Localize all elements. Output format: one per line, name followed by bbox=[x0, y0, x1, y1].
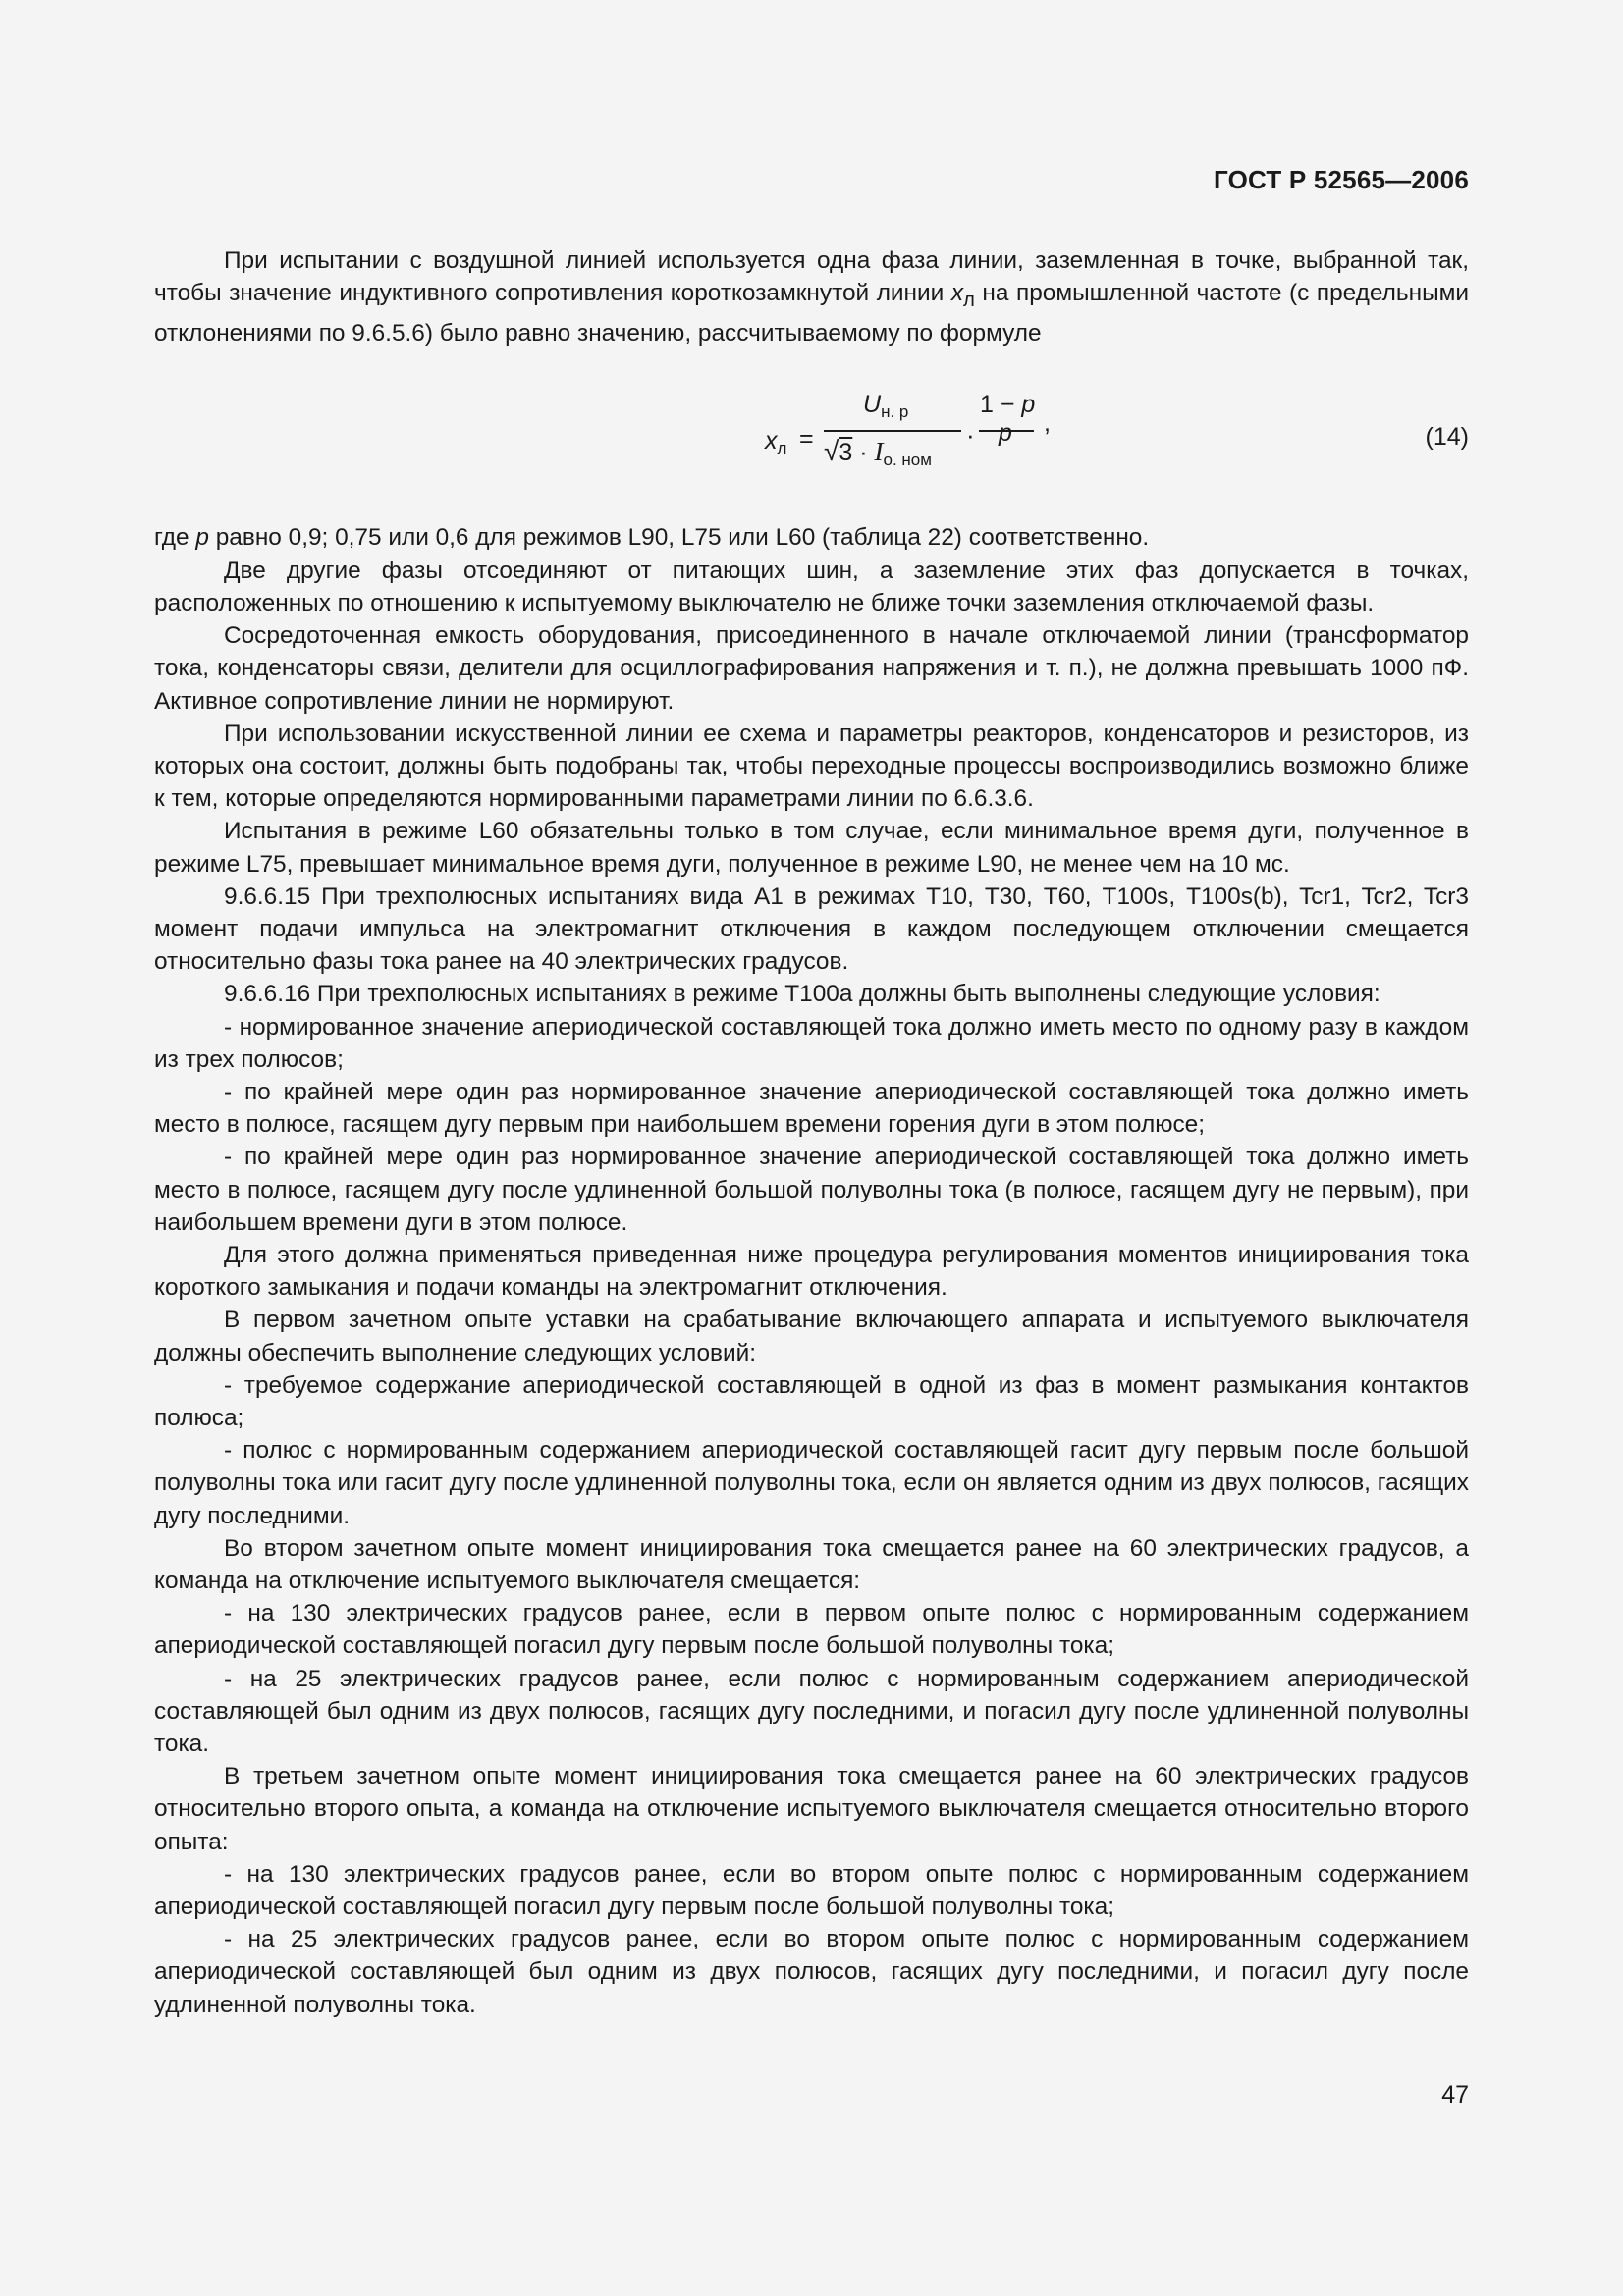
document-body bbox=[154, 244, 1469, 2021]
paragraph: Сосредоточенная емкость оборудования, присоединенного в начале отключаемой линии (трансформатор тока, конденсаторы связи, делители для осциллографирования напряжения и т. п.), не должна превышать 1000 пФ. Активное сопротивление линии не нормируют. bbox=[154, 622, 1469, 715]
list-item: - нормированное значение апериодической составляющей тока должно иметь место по одному разу в каждом из трех полюсов; bbox=[154, 1013, 1469, 1073]
paragraph: В первом зачетном опыте уставки на срабатывание включающего аппарата и испытуемого выключателя должны обеспечить выполнение следующих условий: bbox=[154, 1307, 1469, 1366]
intro-text-after: на промышленной частоте (с предельными отклонениями по 9.6.5.6) было равно значению, рассчитываемому по формуле bbox=[154, 280, 1470, 347]
paragraph: Во втором зачетном опыте момент инициирования тока смещается ранее на 60 электрических градусов, а команда на отключение испытуемого выключателя смещается: bbox=[154, 1534, 1469, 1594]
paragraph: Испытания в режиме L60 обязательны только в том случае, если минимальное время дуги, полученное в режиме L75, превышает минимальное время дуги, полученное в режиме L90, не менее чем на 10 мс. bbox=[154, 818, 1469, 878]
paragraph: 9.6.6.15 При трехполюсных испытаниях вида А1 в режимах Т10, Т30, Т60, Т100s, Т100s(b), Tcr1, Tcr2, Tcr3 момент подачи импульса на электромагнит отключения в каждом последующем отключении смещается относительно фазы тока ранее на 40 электрических градусов. bbox=[154, 882, 1469, 976]
list-item: - на 130 электрических градусов ранее, если во втором опыте полюс с нормированным содержанием апериодической составляющей погасил дугу первым после большой полуволны тока; bbox=[154, 1860, 1469, 1921]
list-item: - по крайней мере один раз нормированное значение апериодической составляющей тока должно иметь место в полюсе, гасящем дугу после удлиненной большой полуволны тока (в полюсе, гасящем дугу не первым), при наибольшем времени дуги в этом полюсе. bbox=[154, 1144, 1469, 1236]
fraction-bar-1 bbox=[824, 430, 961, 432]
formula-block bbox=[154, 389, 1469, 503]
formula-multiply: · bbox=[966, 420, 975, 451]
formula-denominator: $√3 \cdot I_{о. ном}$ bbox=[824, 436, 932, 470]
paragraph: 9.6.6.16 При трехполюсных испытаниях в режиме Т100а должны быть выполнены следующие условия: bbox=[224, 981, 1380, 1008]
paragraph: В третьем зачетном опыте момент инициирования тока смещается ранее на 60 электрических градусов относительно второго опыта, а команда на отключение испытуемого выключателя смещается относительно второго опыта: bbox=[154, 1763, 1469, 1855]
formula-14 bbox=[606, 389, 1057, 503]
intro-x-subscript: л bbox=[963, 290, 975, 312]
formula-denominator-2: p bbox=[999, 419, 1012, 448]
intro-text-before: При испытании с воздушной линией используется одна фаза линии, заземленная в точке, выбранной так, чтобы значение индуктивного сопротивления короткозамкнутой линии bbox=[154, 247, 1469, 307]
formula-comma: , bbox=[1044, 409, 1051, 438]
list-item: - на 130 электрических градусов ранее, если в первом опыте полюс с нормированным содержанием апериодической составляющей погасил дугу первым после большой полуволны тока; bbox=[154, 1600, 1469, 1660]
list-item: - требуемое содержание апериодической составляющей в одной из фаз в момент размыкания контактов полюса; bbox=[154, 1371, 1469, 1431]
paragraph: При использовании искусственной линии ее схема и параметры реакторов, конденсаторов и резисторов, из которых она состоит, должны быть подобраны так, чтобы переходные процессы воспроизводились возможно ближе к тем, которые определяются нормированными параметрами линии по 6.6.3.6. bbox=[154, 720, 1469, 813]
formula-equals: = bbox=[799, 425, 814, 454]
page-number: 47 bbox=[1441, 2081, 1469, 2109]
formula-numerator-2: 1 − p bbox=[980, 391, 1036, 419]
intro-paragraph bbox=[154, 244, 1469, 349]
paragraph: Две другие фазы отсоединяют от питающих шин, а заземление этих фаз допускается в точках, расположенных по отношению к испытуемому выключателю не ближе точки заземления отключаемой фазы. bbox=[154, 557, 1469, 616]
equation-number: (14) bbox=[1425, 423, 1469, 452]
intro-x-symbol: x bbox=[950, 280, 964, 307]
list-item: - по крайней мере один раз нормированное значение апериодической составляющей тока должно иметь место в полюсе, гасящем дугу первым при наибольшем времени горения дуги в этом полюсе; bbox=[154, 1078, 1469, 1139]
document-header: ГОСТ Р 52565—2006 bbox=[1214, 165, 1469, 194]
formula-numerator: $U_{н. р}$ bbox=[863, 391, 909, 422]
where-paragraph: где p равно 0,9; 0,75 или 0,6 для режимов L90, L75 или L60 (таблица 22) соответственно. bbox=[154, 524, 1150, 552]
list-item: - на 25 электрических градусов ранее, если во втором опыте полюс с нормированным содержанием апериодической составляющей был одним из двух полюсов, гасящих дугу последними, и погасил дугу после удлиненной полуволны тока. bbox=[154, 1926, 1469, 2018]
formula-lhs: $x_л$ bbox=[765, 427, 787, 458]
list-item: - полюс с нормированным содержанием апериодической составляющей гасит дугу первым после большой полуволны тока или гасит дугу после удлиненной полуволны тока, если он является одним из двух полюсов, гасящих дугу последними. bbox=[154, 1437, 1469, 1529]
paragraph: Для этого должна применяться приведенная ниже процедура регулирования моментов инициирования тока короткого замыкания и подачи команды на электромагнит отключения. bbox=[154, 1241, 1469, 1302]
list-item: - на 25 электрических градусов ранее, если полюс с нормированным содержанием апериодической составляющей был одним из двух полюсов, гасящих дугу последними, и погасил дугу после удлиненной полуволны тока. bbox=[154, 1665, 1469, 1757]
